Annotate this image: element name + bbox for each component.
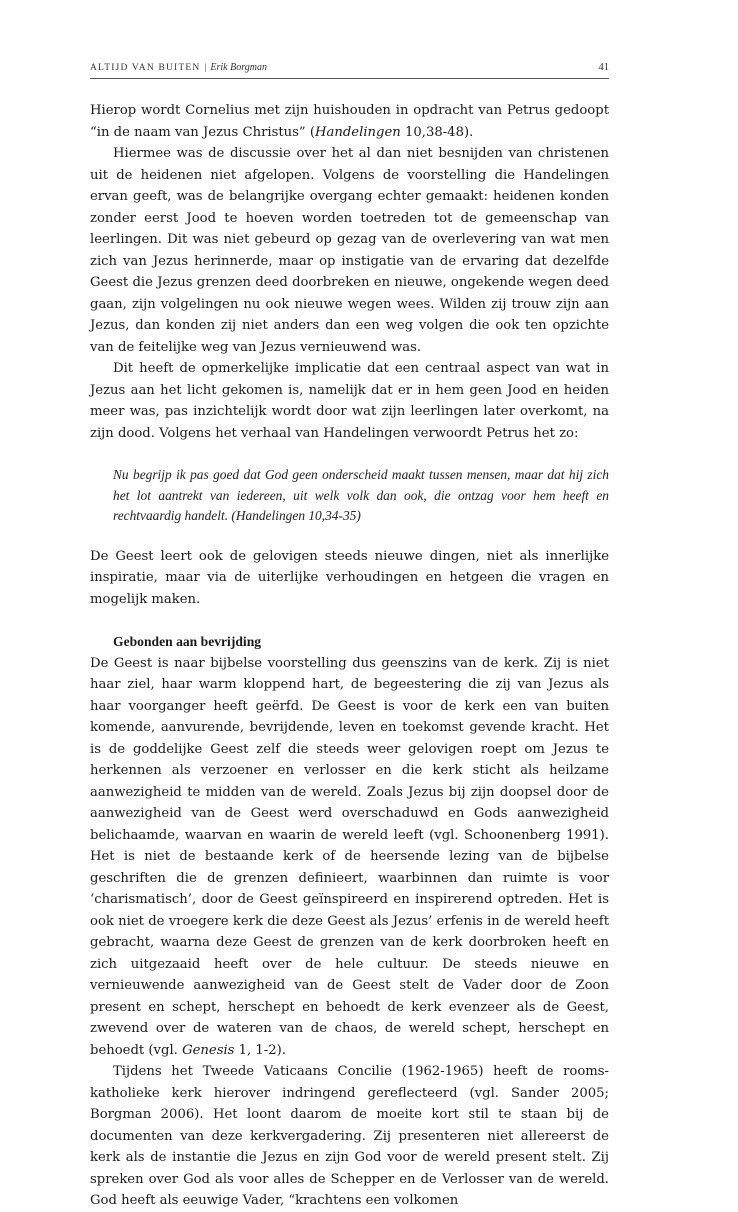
page-number: 41 — [598, 62, 609, 73]
paragraph-text: 1, 1-2). — [234, 1042, 286, 1058]
paragraph: De Geest leert ook de gelovigen steeds nieuwe dingen, niet als innerlijke inspiratie, maar via de uiterlijke verhoudingen en hetgeen die vragen en mogelijk maken. — [90, 548, 609, 607]
citation-title: Handelingen — [315, 124, 401, 140]
running-title — [90, 62, 267, 73]
body-text — [90, 100, 609, 1212]
paragraph-text: De Geest is naar bijbelse voorstelling dus geenszins van de kerk. Zij is niet haar ziel, haar warm kloppend hart, de begeestering die zij van Jezus als haar voorganger heeft geërfd. De Geest is voor de kerk een van buiten komende, aanvurende, bevrijdende, leven en toekomst gevende kracht. Het is de goddelijke Geest zelf die steeds weer gelovigen roept om Jezus te herkennen als verzoener en verlosser en die kerk sticht als heilzame aanwezigheid te midden van de wereld. Zoals Jezus bij zijn doopsel door de aanwezigheid van de Geest werd overschaduwd en Gods aanwezigheid belichaamde, waarvan en waarin de wereld leeft (vgl. Schoonenberg 1991). Het is niet de bestaande kerk of de heersende lezing van de bijbelse geschriften die de grenzen definieert, waarbinnen dan ruimte is voor ‘charismatisch’, door de Geest geïnspireerd en inspirerend optreden. Het is ook niet de vroegere kerk die deze Geest als Jezus’ erfenis in de wereld heeft gebracht, waarna deze Geest de grenzen van de kerk doorbroken heeft en zich uitgezaaid heeft over de hele cultuur. De steeds nieuwe en vernieuwende aanwezigheid van de Geest stelt de Vader door de Zoon present en schept, herschept en behoedt de kerk evenzeer als de Geest, zwevend over de wateren van de chaos, de wereld schept, herschept en behoedt (vgl. — [90, 655, 609, 1058]
citation-title: Genesis — [182, 1042, 235, 1058]
paragraph: Tijdens het Tweede Vaticaans Concilie (1962-1965) heeft de rooms-katholieke kerk hierover indringend gereflecteerd (vgl. Sander 2005; Borgman 2006). Het loont daarom de moeite kort stil te staan bij de documenten van deze kerkvergadering. Zij presenteren niet allereerst de kerk als de instantie die Jezus en zijn God voor de wereld present stelt. Zij spreken over God als voor alles de Schepper en de Verlosser van de wereld. God heeft als eeuwige Vader, “krachtens een volkomen — [90, 1064, 609, 1208]
section-heading: Gebonden aan bevrijding — [113, 634, 262, 649]
book-title: ALTIJD VAN BUITEN — [90, 63, 201, 73]
author-name: Erik Borgman — [210, 62, 267, 73]
paragraph: Hiermee was de discussie over het al dan niet besnijden van christenen uit de heidenen niet afgelopen. Volgens de voorstelling die Handelingen ervan geeft, was de belangrijke overgang echter gemaakt: heidenen konden zonder eerst Jood te hoeven worden toetreden tot de gemeenschap van leerlingen. Dit was niet gebeurd op gezag van de overlevering van wat men zich van Jezus herinnerde, maar op instigatie van de ervaring dat dezelfde Geest die Jezus grenzen deed doorbreken en nieuwe, ongekende wegen deed gaan, zijn volgelingen nu ook nieuwe wegen wees. Wilden zij trouw zijn aan Jezus, dan konden zij niet anders dan een weg volgen die ook ten opzichte van de feitelijke weg van Jezus vernieuwend was. — [90, 146, 609, 355]
header-separator: | — [204, 63, 207, 73]
paragraph — [90, 100, 609, 143]
paragraph — [90, 653, 609, 1062]
paragraph: Dit heeft de opmerkelijke implicatie dat een centraal aspect van wat in Jezus aan het licht gekomen is, namelijk dat er in hem geen Jood en heiden meer was, pas inzichtelijk wordt door wat zijn leerlingen later overkomt, na zijn dood. Volgens het verhaal van Handelingen verwoordt Petrus het zo: — [90, 361, 609, 441]
paragraph-text: 10,38-48). — [400, 124, 474, 140]
block-quote: Nu begrijp ik pas goed dat God geen onderscheid maakt tussen mensen, maar dat hij zich het lot aantrekt van iedereen, uit welk volk dan ook, die ontzag voor hem heeft en rechtvaardig handelt. (Handelingen 10,34-35) — [113, 467, 609, 523]
paragraph-text: Hierop wordt Cornelius met zijn huishouden in opdracht van Petrus gedoopt “in de naam van Jezus Christus” ( — [90, 103, 609, 140]
running-header — [90, 62, 609, 79]
book-page — [90, 62, 609, 1212]
